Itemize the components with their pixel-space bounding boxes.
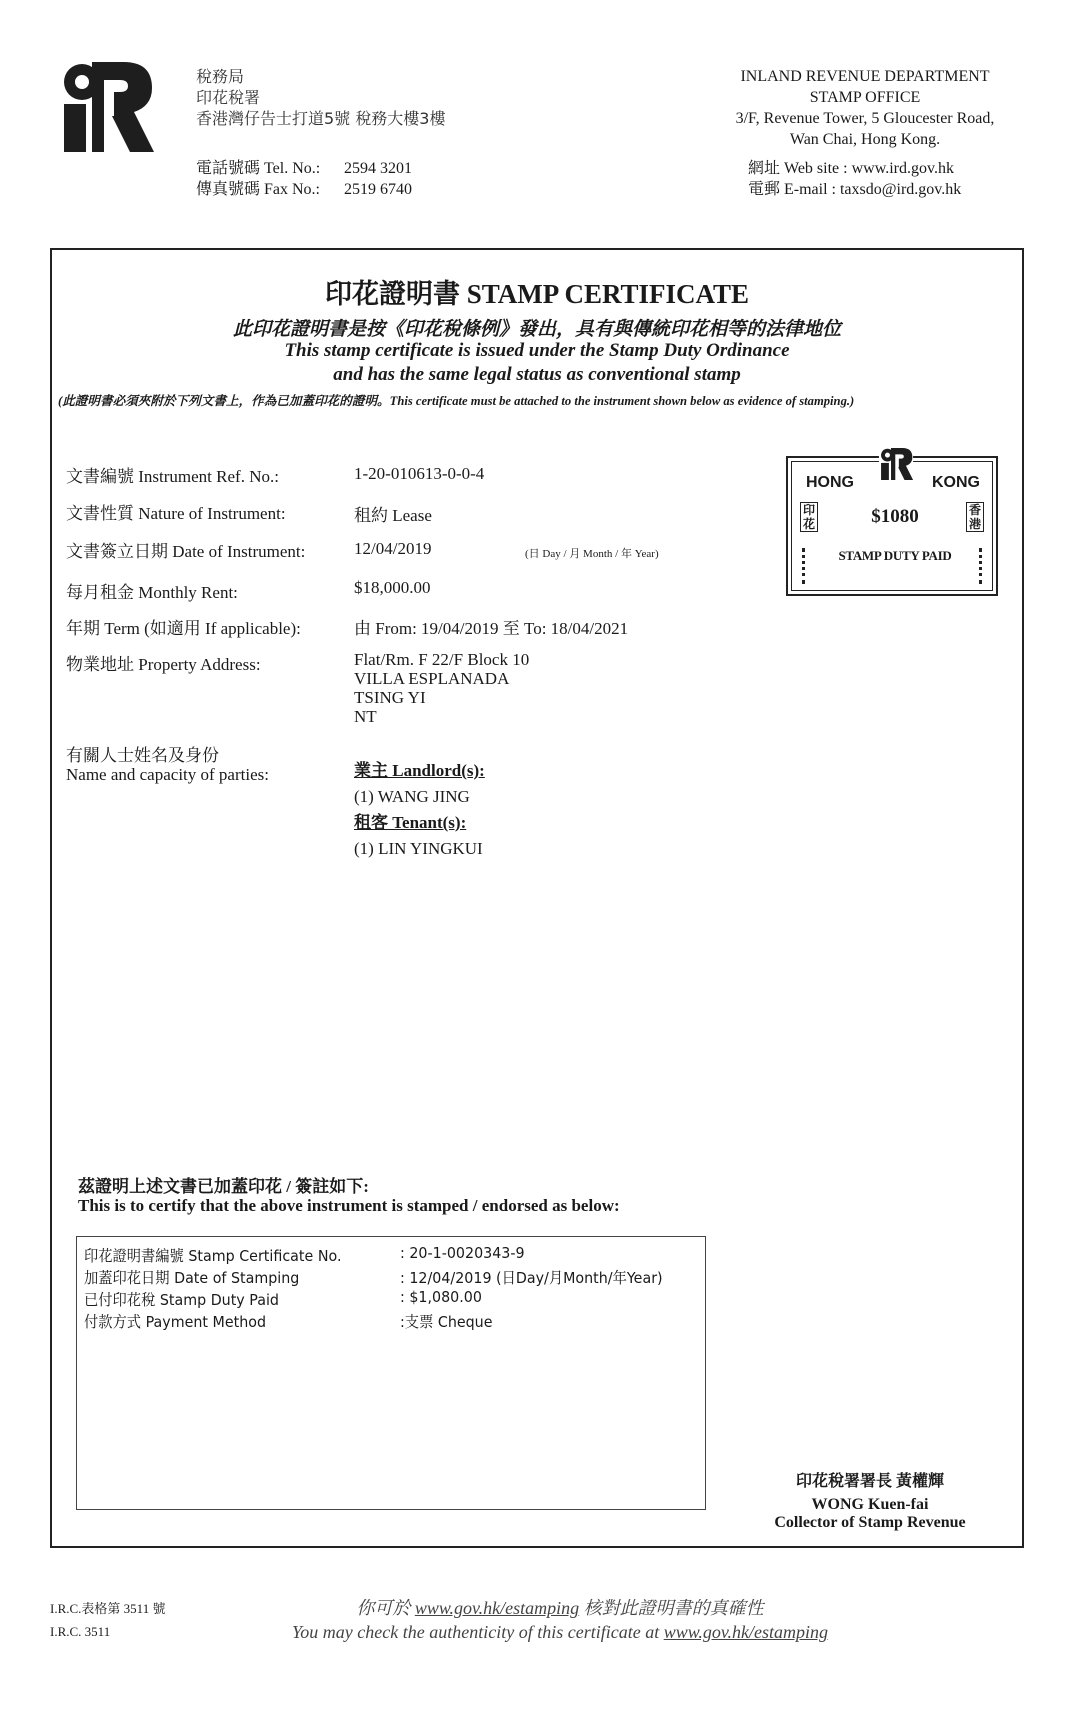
payment-method-label: 付款方式 Payment Method	[84, 1313, 267, 1331]
subtitle-en-1: This stamp certificate is issued under the Stamp Duty Ordinance	[284, 340, 790, 361]
certify-en: This is to certify that the above instrument is stamped / endorsed as below:	[78, 1196, 620, 1215]
collector-name: WONG Kuen-fai	[811, 1496, 929, 1513]
seal-ird-logo-icon	[878, 448, 914, 480]
office-address-en	[700, 66, 1030, 150]
ref-value: 1-20-010613-0-0-4	[354, 464, 485, 483]
tel-number: 2594 3201	[344, 160, 412, 177]
collector-title-en: Collector of Stamp Revenue	[774, 1514, 966, 1531]
nature-label: 文書性質 Nature of Instrument:	[66, 504, 286, 523]
duty-paid-label: 已付印花稅 Stamp Duty Paid	[84, 1291, 279, 1309]
attachment-note: (此證明書必須夾附於下列文書上，作為已加蓋印花的證明。This certificate must be attached to the instrument shown below as evidence of stamping.)	[58, 394, 855, 408]
address-label: 物業地址 Property Address:	[66, 655, 261, 674]
office-line: 印花稅署	[196, 88, 261, 107]
website: 網址 Web site : www.ird.gov.hk	[748, 160, 954, 177]
contact-numbers	[196, 158, 412, 200]
date-label: 文書簽立日期 Date of Instrument:	[66, 542, 306, 561]
certificate-title: 印花證明書 STAMP CERTIFICATE	[324, 279, 750, 309]
subtitle-en-2: and has the same legal status as conventional stamp	[333, 364, 741, 385]
seal-hong: HONG	[806, 474, 854, 491]
parties-label-cn: 有關人士姓名及身份	[66, 746, 219, 765]
email: 電郵 E-mail : taxsdo@ird.gov.hk	[748, 181, 962, 198]
tenant-name: (1) LIN YINGKUI	[354, 839, 483, 858]
landlord-label: 業主 Landlord(s):	[354, 761, 485, 780]
verify-cn-pre: 你可於	[356, 1598, 415, 1618]
address-line: NT	[354, 707, 377, 726]
office-line: Wan Chai, Hong Kong.	[789, 131, 941, 148]
tenant-label: 租客 Tenant(s):	[354, 813, 467, 832]
office-line: 3/F, Revenue Tower, 5 Gloucester Road,	[735, 110, 995, 127]
address-line: VILLA ESPLANADA	[354, 669, 510, 688]
fax-number: 2519 6740	[344, 181, 412, 198]
form-number-cn: I.R.C.表格第 3511 號	[50, 1601, 166, 1616]
ref-label: 文書編號 Instrument Ref. No.:	[66, 467, 279, 486]
office-line: INLAND REVENUE DEPARTMENT	[740, 68, 990, 85]
payment-method-value: :支票 Cheque	[400, 1313, 493, 1331]
cert-no-value: : 20-1-0020343-9	[400, 1244, 525, 1262]
tel-label: 電話號碼 Tel. No.:	[196, 160, 321, 177]
rent-label: 每月租金 Monthly Rent:	[66, 583, 238, 602]
form-number-en: I.R.C. 3511	[50, 1624, 111, 1639]
landlord-name: (1) WANG JING	[354, 787, 470, 806]
seal-amount: $1080	[871, 506, 919, 527]
seal-side-left: 印花	[800, 502, 818, 532]
address-value	[354, 650, 529, 726]
stamping-date-value: : 12/04/2019 (日Day/月Month/年Year)	[400, 1269, 663, 1287]
ird-logo	[58, 62, 154, 152]
office-line: 香港灣仔告士打道5號 稅務大樓3樓	[196, 109, 446, 128]
rent-value: $18,000.00	[354, 578, 431, 597]
certify-cn: 茲證明上述文書已加蓋印花 / 簽註如下:	[78, 1177, 369, 1196]
verify-note-en	[200, 1622, 920, 1643]
address-line: Flat/Rm. F 22/F Block 10	[354, 650, 530, 669]
seal-kong: KONG	[932, 474, 980, 491]
parties-value	[354, 758, 485, 862]
web-contacts	[748, 158, 961, 200]
date-value: 12/04/2019	[354, 539, 432, 558]
fax-label: 傳真號碼 Fax No.:	[196, 181, 321, 198]
office-line: STAMP OFFICE	[809, 89, 921, 106]
verify-link[interactable]: www.gov.hk/estamping	[414, 1598, 580, 1618]
nature-value: 租約 Lease	[354, 506, 432, 525]
verify-cn-post: 核對此證明書的真確性	[579, 1598, 764, 1618]
stamp-duty-paid-seal	[786, 456, 998, 596]
verify-en-pre: You may check the authenticity of this certificate at	[291, 1622, 664, 1642]
parties-label	[66, 746, 269, 784]
verify-note-cn	[200, 1594, 920, 1620]
collector-title-cn: 印花稅署署長 黃權輝	[795, 1473, 944, 1490]
address-line: TSING YI	[354, 688, 426, 707]
duty-paid-value: : $1,080.00	[400, 1288, 482, 1306]
subtitle-cn: 此印花證明書是按《印花稅條例》發出，具有與傳統印花相等的法律地位	[232, 319, 841, 340]
term-value: 由 From: 19/04/2019 至 To: 18/04/2021	[354, 619, 629, 638]
office-line: 稅務局	[196, 67, 245, 86]
seal-paid-text: STAMP DUTY PAID	[838, 548, 952, 563]
parties-label-en: Name and capacity of parties:	[66, 765, 269, 784]
seal-side-right: 香港	[966, 502, 984, 532]
cert-no-label: 印花證明書編號 Stamp Certificate No.	[84, 1247, 342, 1265]
office-address-cn	[196, 66, 445, 129]
date-format-hint: (日 Day / 月 Month / 年 Year)	[525, 548, 659, 560]
seal-inner-border	[791, 461, 993, 591]
stamping-date-label: 加蓋印花日期 Date of Stamping	[84, 1269, 300, 1287]
term-label: 年期 Term (如適用 If applicable):	[66, 619, 301, 638]
verify-link-en[interactable]: www.gov.hk/estamping	[663, 1622, 829, 1642]
